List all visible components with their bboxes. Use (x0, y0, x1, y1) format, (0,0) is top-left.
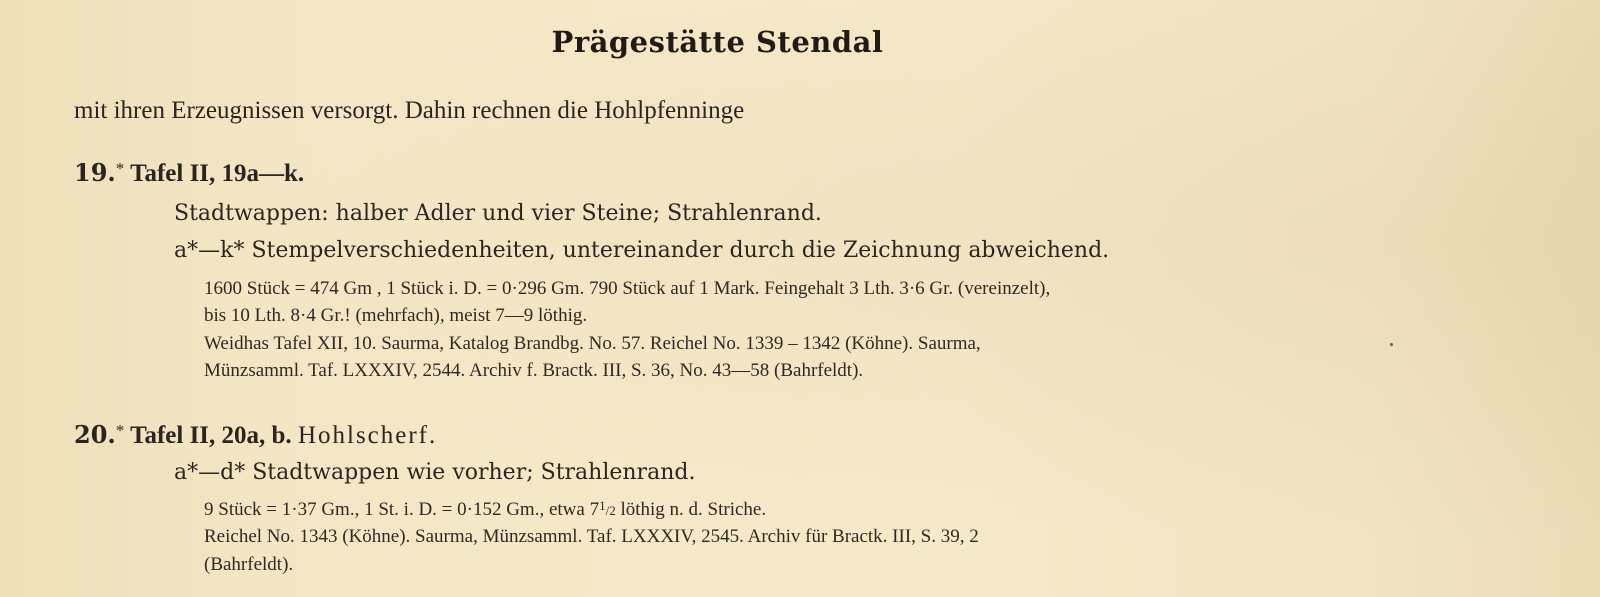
entry-19-star: * (115, 159, 125, 178)
entry-20-desc-1: a*—d* Stadtwappen wie vorher; Strahlenrand. (174, 460, 696, 485)
entry-20-refs-1: Reichel No. 1343 (Köhne). Saurma, Münzsamml. Taf. LXXXIV, 2545. Archiv für Bractk. III, S. 39, 2 (204, 526, 979, 547)
entry-19-refs-1: Weidhas Tafel XII, 10. Saurma, Katalog Brandbg. No. 57. Reichel No. 1339 – 1342 (Köhne). Saurma, (204, 333, 981, 354)
entry-19-stats-1: 1600 Stück = 474 Gm , 1 Stück i. D. = 0·296 Gm. 790 Stück auf 1 Mark. Feingehalt 3 Lth. 3·6 Gr. (vereinzelt), (204, 278, 1051, 299)
entry-19-ref: Tafel II, 19a—k. (130, 160, 305, 187)
entry-20-stats-1 (204, 499, 766, 519)
entry-20-stats-part-b: löthig n. d. Striche. (615, 499, 767, 520)
page-title: Prägestätte Stendal (551, 25, 884, 59)
entry-19-desc-1: Stadtwappen: halber Adler und vier Steine; Strahlenrand. (174, 201, 822, 226)
fraction-numerator: 1 (599, 498, 606, 513)
entry-19-heading (74, 160, 304, 186)
entry-20-extra: Hohlscherf. (297, 422, 438, 449)
intro-text: mit ihren Erzeugnissen versorgt. Dahin rechnen die Hohlpfenninge (74, 97, 745, 124)
ink-speck (1390, 343, 1393, 346)
entry-19-stats-2: bis 10 Lth. 8·4 Gr.! (mehrfach), meist 7—9 löthig. (204, 305, 588, 326)
entry-20-number: 20. (74, 420, 116, 449)
entry-19-refs-2: Münzsamml. Taf. LXXXIV, 2544. Archiv f. Bractk. III, S. 36, No. 43—58 (Bahrfeldt). (204, 360, 864, 381)
entry-19-desc-2: a*—k* Stempelverschiedenheiten, untereinander durch die Zeichnung abweichend. (174, 238, 1110, 263)
entry-20-refs-2: (Bahrfeldt). (204, 554, 294, 575)
entry-20-stats-part-a: 9 Stück = 1·37 Gm., 1 St. i. D. = 0·152 Gm., etwa 7 (204, 499, 600, 520)
entry-20-ref: Tafel II, 20a, b. (130, 422, 292, 449)
entry-20-star: * (115, 421, 125, 440)
page-bleed-through (1370, 0, 1600, 597)
fraction-denominator: 2 (609, 503, 616, 518)
entry-19-number: 19. (74, 158, 116, 187)
fraction-separator: / (605, 503, 610, 518)
entry-20-heading (74, 422, 437, 448)
